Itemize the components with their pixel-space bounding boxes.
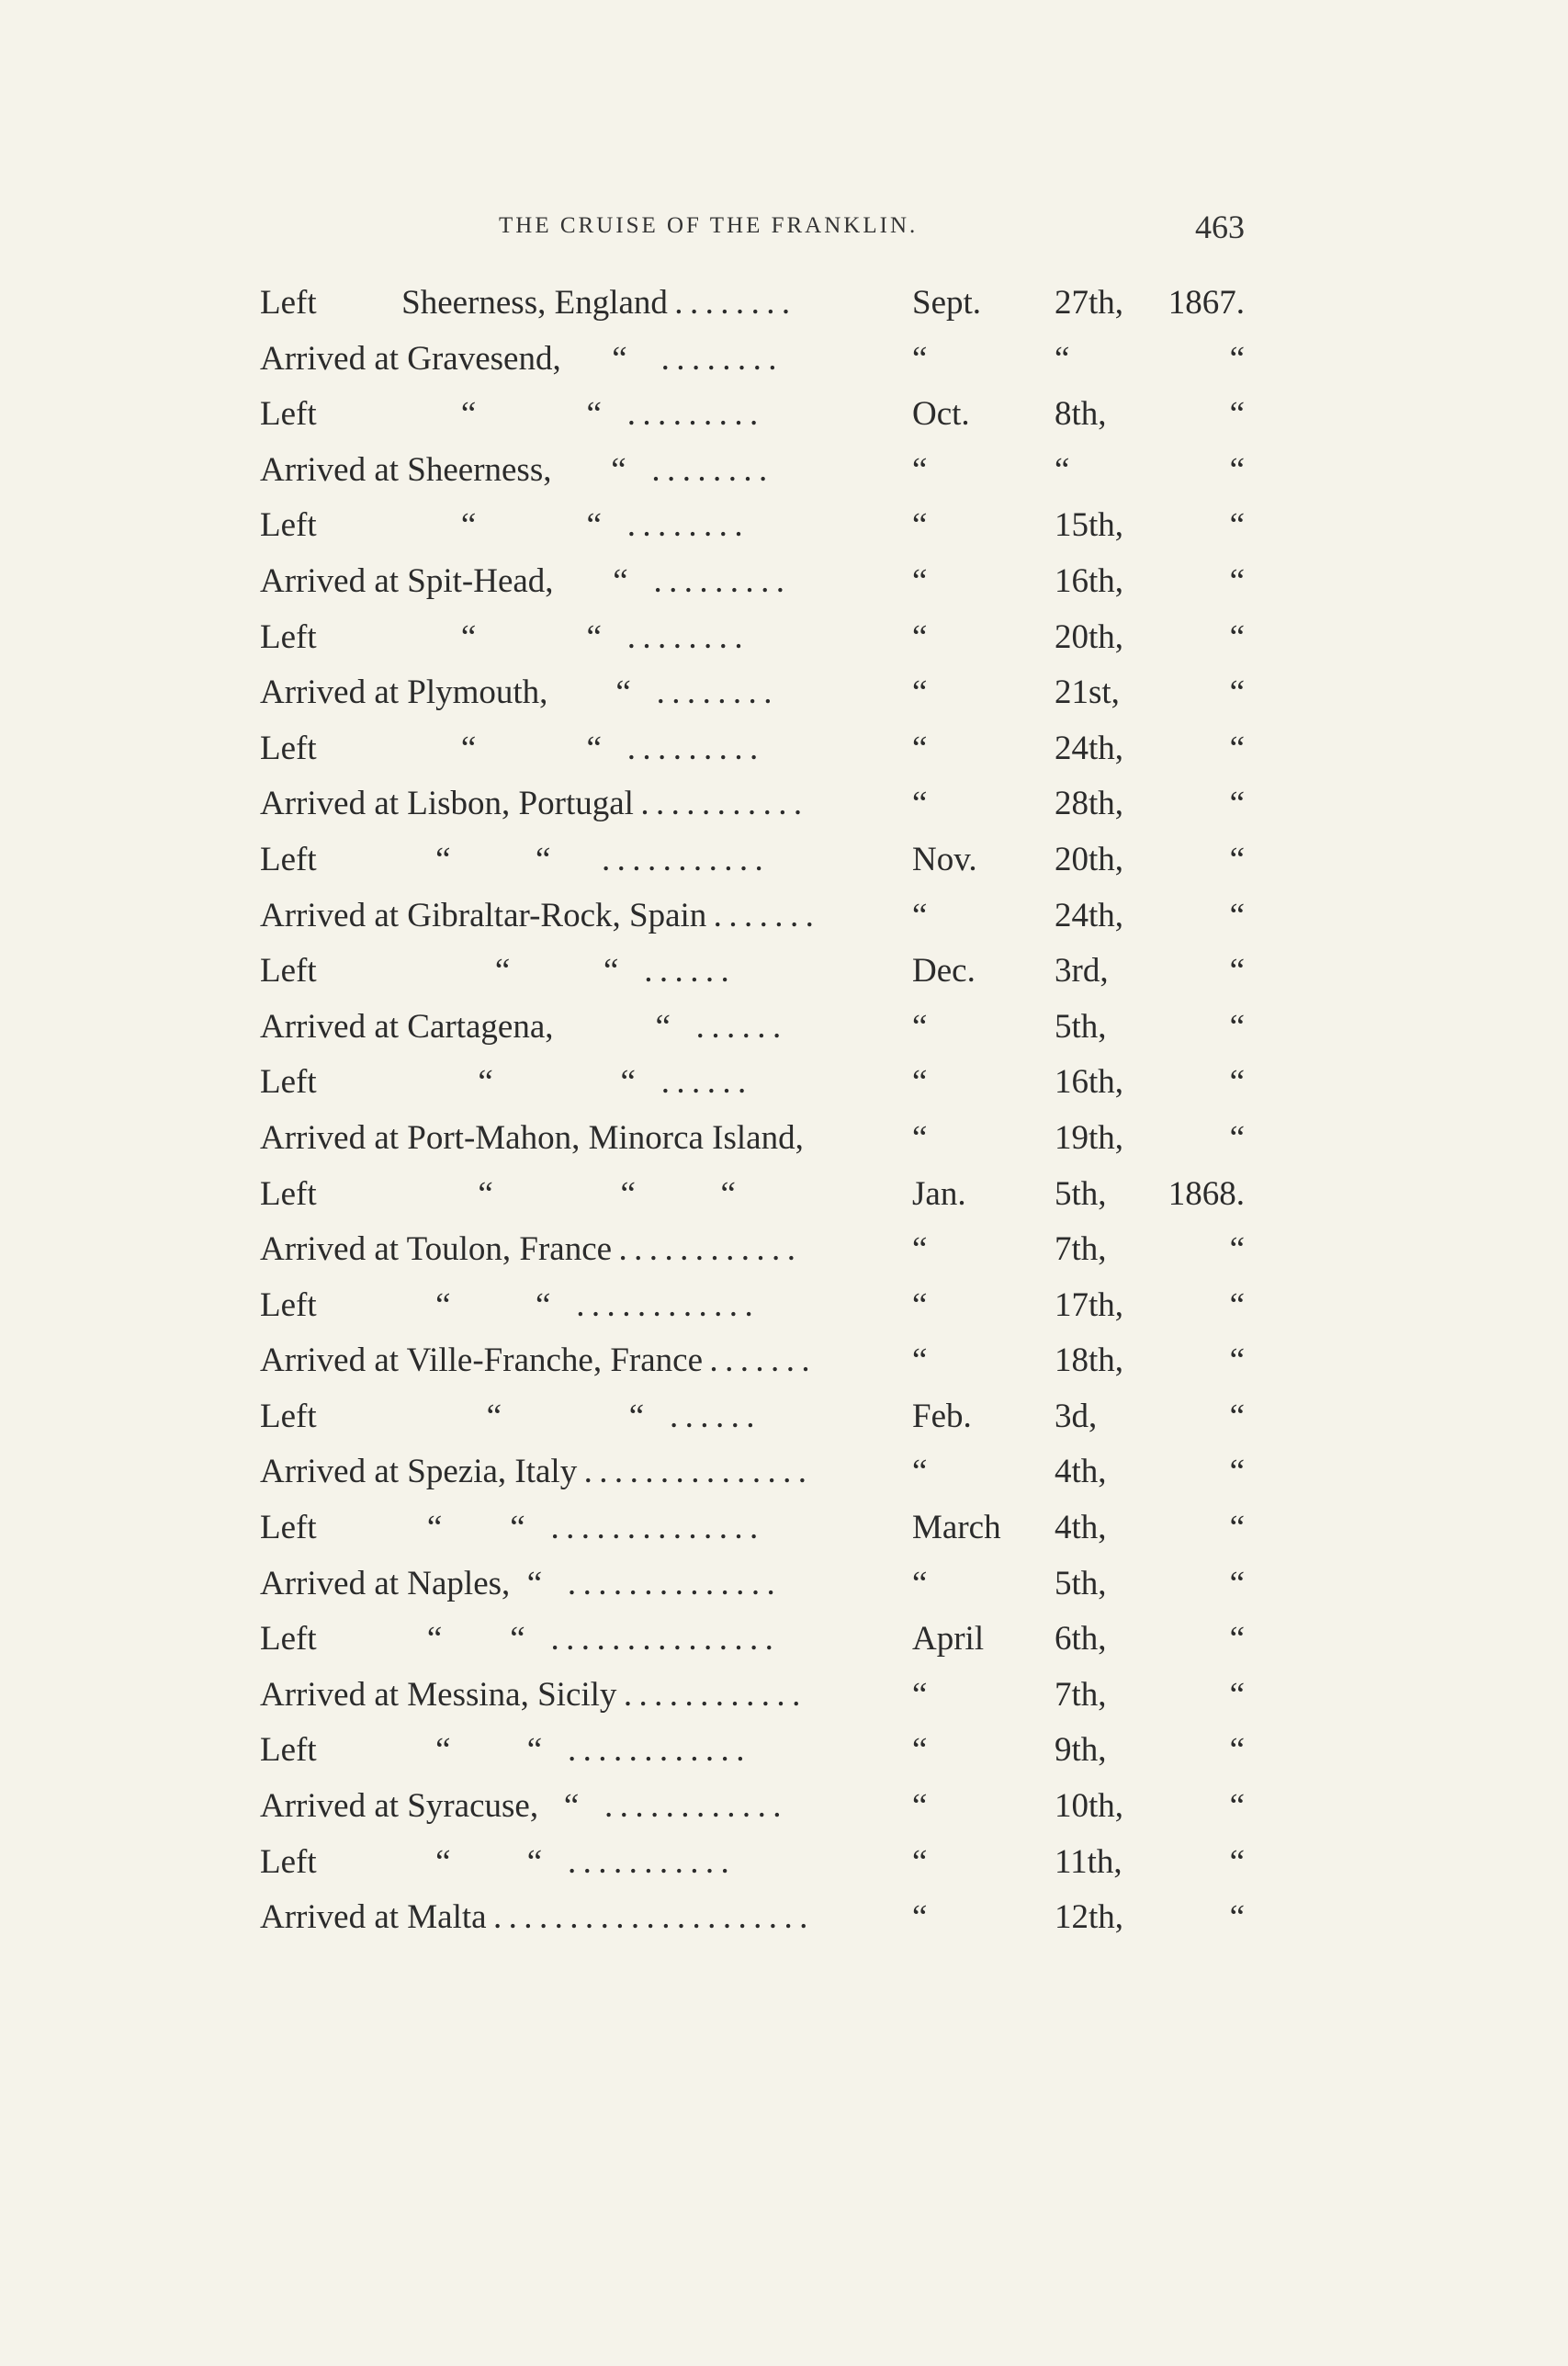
running-title: THE CRUISE OF THE FRANKLIN. [499,213,919,238]
entry-year: “ [1229,729,1245,767]
entry-month: “ [912,561,928,600]
itinerary-entry [260,1389,1245,1445]
itinerary-entry [260,1723,1245,1779]
itinerary-entry [260,776,1245,832]
itinerary-entry [260,944,1245,1000]
itinerary-entry [260,1278,1245,1334]
entry-day: 8th, [1055,395,1107,434]
entry-month: “ [912,617,928,656]
entry-year: “ [1229,1453,1245,1491]
entry-month: “ [912,1118,928,1157]
entry-place: Left “ “ “ [260,1174,736,1213]
entry-place: Left “ “ . . . . . . . . . . . . . . . [260,1620,773,1658]
entry-day: 4th, [1055,1453,1107,1491]
itinerary-entry [260,554,1245,610]
entry-day: 5th, [1055,1007,1107,1046]
entry-month: “ [912,1453,928,1491]
entry-day: 4th, [1055,1509,1107,1547]
entry-month: Jan. [912,1174,966,1213]
running-head [260,208,1245,244]
entry-month: “ [912,1341,928,1380]
itinerary-entry [260,721,1245,777]
entry-month: Oct. [912,395,970,434]
itinerary-list [260,276,1245,1946]
entry-month: “ [912,896,928,934]
entry-year: “ [1229,785,1245,823]
entry-year: “ [1229,1787,1245,1826]
entry-year: “ [1229,1063,1245,1102]
entry-place: Left “ “ . . . . . . . . [260,617,743,656]
entry-place: Arrived at Spezia, Italy . . . . . . . . . . . . . . . [260,1453,807,1491]
entry-day: 7th, [1055,1230,1107,1269]
entry-day: 17th, [1055,1285,1124,1324]
entry-year: “ [1229,1230,1245,1269]
entry-year: “ [1229,840,1245,878]
entry-place: Left “ “ . . . . . . . . [260,506,743,545]
itinerary-entry [260,387,1245,443]
entry-day: 28th, [1055,785,1124,823]
entry-year: “ [1229,1898,1245,1937]
entry-month: “ [912,674,928,712]
entry-place: Left “ “ . . . . . . . . . [260,729,759,767]
itinerary-entry [260,1444,1245,1500]
entry-place: Left “ “ . . . . . . [260,1063,747,1102]
entry-place: Left “ “ . . . . . . . . . . . [260,1842,729,1881]
itinerary-entry [260,1000,1245,1056]
entry-place: Arrived at Messina, Sicily . . . . . . . . . . . . [260,1675,801,1714]
itinerary-entry [260,832,1245,889]
itinerary-entry [260,1111,1245,1167]
itinerary-entry [260,1167,1245,1223]
entry-day: 19th, [1055,1118,1124,1157]
entry-month: “ [912,1787,928,1826]
entry-day: 16th, [1055,1063,1124,1102]
itinerary-entry [260,498,1245,554]
entry-year: 1868. [1168,1174,1245,1213]
entry-month: “ [912,450,928,489]
entry-place: Left “ “ . . . . . . [260,952,729,991]
entry-year: “ [1229,1007,1245,1046]
entry-place: Arrived at Toulon, France . . . . . . . . . . . . [260,1230,795,1269]
entry-place: Arrived at Gibraltar-Rock, Spain . . . . . . . [260,896,814,934]
entry-year: “ [1229,1675,1245,1714]
entry-month: “ [912,506,928,545]
itinerary-entry [260,443,1245,499]
entry-year: “ [1229,450,1245,489]
entry-year: “ [1229,1285,1245,1324]
entry-month: “ [912,1285,928,1324]
entry-day: 5th, [1055,1564,1107,1602]
entry-month: “ [912,1842,928,1881]
entry-place: Left “ “ . . . . . . . . . . . . [260,1731,745,1770]
entry-year: “ [1229,561,1245,600]
entry-place: Left Sheerness, England . . . . . . . . [260,284,791,322]
itinerary-entry [260,1222,1245,1278]
entry-day: 20th, [1055,617,1124,656]
entry-place: Arrived at Naples, “ . . . . . . . . . . . . . . [260,1564,775,1602]
entry-year: “ [1229,1118,1245,1157]
entry-place: Arrived at Plymouth, “ . . . . . . . . [260,674,773,712]
entry-place: Arrived at Syracuse, “ . . . . . . . . . . . . [260,1787,782,1826]
entry-month: “ [912,729,928,767]
itinerary-entry [260,610,1245,666]
entry-place: Left “ “ . . . . . . . . . [260,395,759,434]
entry-place: Arrived at Sheerness, “ . . . . . . . . [260,450,768,489]
entry-day: 11th, [1055,1842,1122,1881]
itinerary-entry [260,1612,1245,1668]
entry-year: “ [1229,1731,1245,1770]
entry-month: “ [912,1230,928,1269]
entry-place: Left “ “ . . . . . . . . . . . [260,840,763,878]
itinerary-entry [260,1333,1245,1389]
entry-day: 6th, [1055,1620,1107,1658]
entry-place: Arrived at Malta . . . . . . . . . . . . . . . . . . . . . [260,1898,808,1937]
entry-day: 5th, [1055,1174,1107,1213]
entry-year: “ [1229,1620,1245,1658]
entry-year: “ [1229,395,1245,434]
entry-day: 15th, [1055,506,1124,545]
entry-place: Left “ “ . . . . . . . . . . . . . . [260,1509,759,1547]
entry-month: “ [912,1007,928,1046]
entry-day: “ [1055,339,1070,378]
entry-month: “ [912,1063,928,1102]
entry-month: March [912,1509,1001,1547]
entry-place: Arrived at Spit-Head, “ . . . . . . . . . [260,561,784,600]
entry-place: Arrived at Gravesend, “ . . . . . . . . [260,339,777,378]
entry-day: 3d, [1055,1397,1098,1435]
entry-year: “ [1229,952,1245,991]
itinerary-entry [260,665,1245,721]
entry-year: “ [1229,896,1245,934]
entry-month: “ [912,1564,928,1602]
entry-day: 10th, [1055,1787,1124,1826]
entry-day: 21st, [1055,674,1120,712]
entry-year: “ [1229,1509,1245,1547]
entry-year: “ [1229,617,1245,656]
itinerary-entry [260,332,1245,388]
entry-day: 24th, [1055,729,1124,767]
entry-year: “ [1229,506,1245,545]
itinerary-entry [260,1500,1245,1557]
page-number: 463 [1195,209,1245,245]
entry-year: 1867. [1168,284,1245,322]
entry-month: “ [912,1898,928,1937]
entry-month: Nov. [912,840,977,878]
entry-month: “ [912,1675,928,1714]
itinerary-entry [260,1835,1245,1891]
entry-month: Dec. [912,952,976,991]
entry-month: April [912,1620,985,1658]
itinerary-entry [260,1668,1245,1724]
entry-year: “ [1229,1397,1245,1435]
itinerary-entry [260,889,1245,945]
entry-day: “ [1055,450,1070,489]
entry-day: 3rd, [1055,952,1109,991]
entry-day: 24th, [1055,896,1124,934]
entry-year: “ [1229,1341,1245,1380]
entry-day: 20th, [1055,840,1124,878]
entry-month: Feb. [912,1397,972,1435]
entry-place: Arrived at Lisbon, Portugal . . . . . . . . . . . [260,785,803,823]
entry-year: “ [1229,1564,1245,1602]
entry-day: 9th, [1055,1731,1107,1770]
itinerary-entry [260,1890,1245,1946]
entry-place: Arrived at Cartagena, “ . . . . . . [260,1007,782,1046]
entry-month: “ [912,1731,928,1770]
entry-place: Left “ “ . . . . . . . . . . . . [260,1285,753,1324]
entry-month: Sept. [912,284,982,322]
itinerary-entry [260,1557,1245,1613]
entry-year: “ [1229,1842,1245,1881]
entry-day: 18th, [1055,1341,1124,1380]
entry-month: “ [912,339,928,378]
entry-place: Arrived at Port-Mahon, Minorca Island, [260,1118,804,1157]
itinerary-entry [260,1055,1245,1111]
entry-year: “ [1229,674,1245,712]
itinerary-entry [260,1779,1245,1835]
entry-day: 16th, [1055,561,1124,600]
entry-year: “ [1229,339,1245,378]
entry-day: 27th, [1055,284,1124,322]
entry-place: Arrived at Ville-Franche, France . . . . . . . [260,1341,810,1380]
entry-day: 12th, [1055,1898,1124,1937]
entry-month: “ [912,785,928,823]
entry-place: Left “ “ . . . . . . [260,1397,755,1435]
itinerary-entry [260,276,1245,332]
entry-day: 7th, [1055,1675,1107,1714]
